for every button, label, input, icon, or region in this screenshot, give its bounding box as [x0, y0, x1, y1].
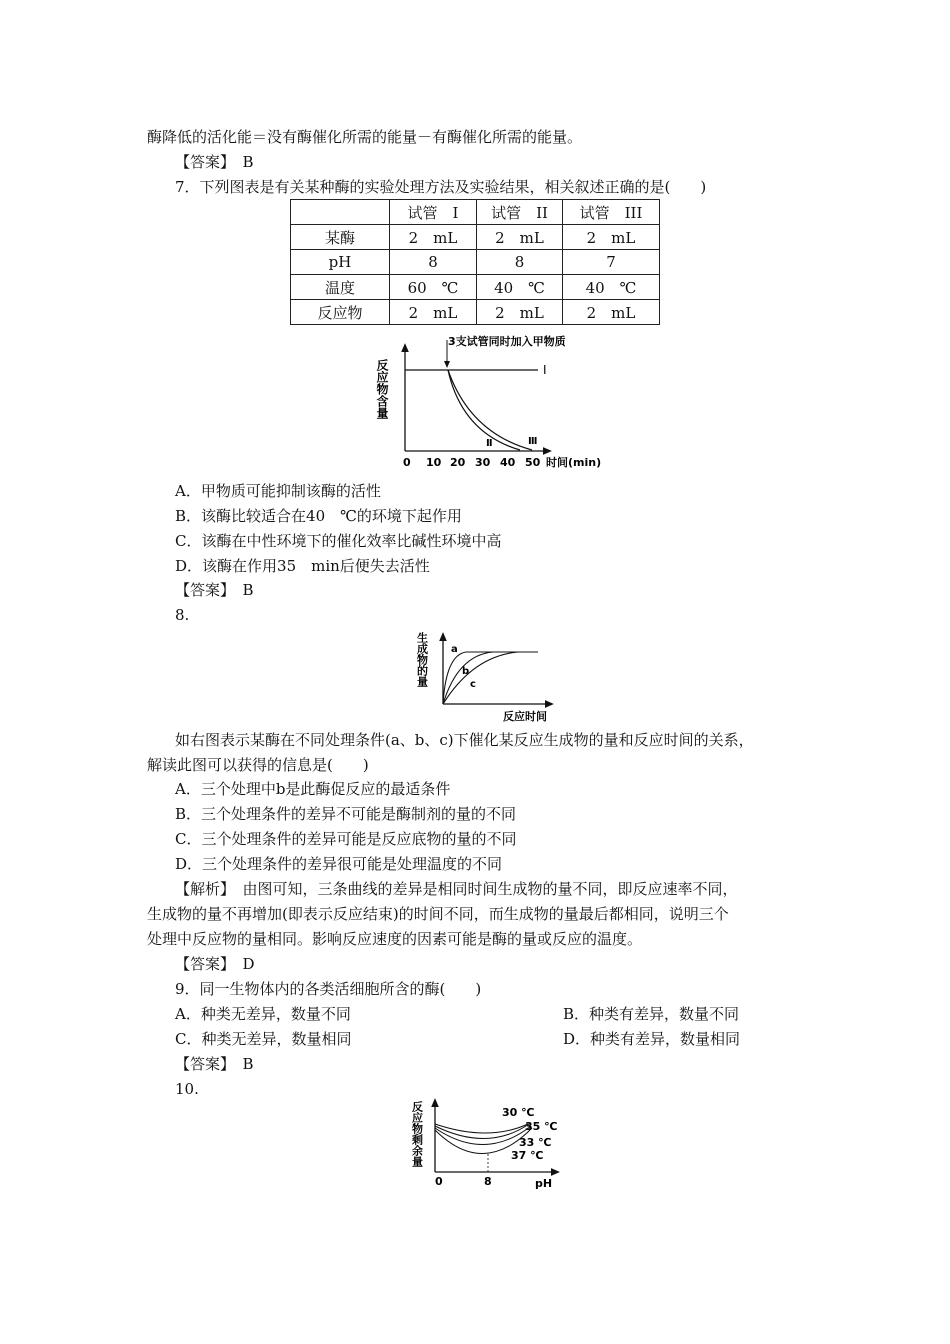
table-cell: 2 mL — [477, 225, 563, 250]
x-tick-label: 20 — [450, 456, 466, 469]
q7-stem: 7．下列图表是有关某种酶的实验处理方法及实验结果，相关叙述正确的是( ) — [175, 178, 707, 196]
q7-experiment-table — [290, 199, 660, 325]
q7-option-b: B．该酶比较适合在40 ℃的环境下起作用 — [175, 507, 462, 525]
q8-analysis-line3: 处理中反应物的量相同。影响反应速度的因素可能是酶的量或反应的温度。 — [147, 930, 643, 948]
series-label-c: c — [470, 679, 476, 690]
table-cell: 2 mL — [563, 300, 660, 325]
series-line-b — [443, 652, 493, 704]
q8-answer: 【答案】 D — [175, 955, 255, 973]
table-header-row — [291, 200, 660, 225]
y-axis-label: 反应物含量 — [375, 359, 389, 419]
series-label-I: I — [543, 363, 547, 377]
table-row — [291, 275, 660, 300]
series-label-30: 30 ℃ — [502, 1106, 535, 1119]
q8-option-a: A．三个处理中b是此酶促反应的最适条件 — [175, 780, 451, 798]
series-label-a: a — [451, 644, 458, 655]
x-tick-label: 10 — [426, 456, 442, 469]
x-tick-label: 40 — [500, 456, 516, 469]
q9-option-b: B．种类有差异，数量不同 — [563, 1005, 740, 1023]
q9-option-a: A．种类无差异，数量不同 — [175, 1005, 351, 1023]
series-line-a — [443, 652, 538, 704]
x-axis-label: 反应时间 — [503, 710, 547, 723]
table-cell: 7 — [563, 250, 660, 275]
q7-answer: 【答案】 B — [175, 581, 254, 599]
table-cell: 8 — [390, 250, 477, 275]
x-axis-label: 时间(min) — [546, 456, 602, 469]
series-label-33: 33 ℃ — [519, 1136, 552, 1149]
series-label-35: 35 ℃ — [525, 1120, 558, 1133]
table-cell: 反应物 — [291, 300, 390, 325]
q8-option-c: C．三个处理条件的差异可能是反应底物的量的不同 — [175, 830, 517, 848]
table-cell: 试管 I — [390, 200, 477, 225]
series-line-II — [448, 370, 520, 450]
table-row — [291, 300, 660, 325]
table-cell: 2 mL — [563, 225, 660, 250]
series-label-37: 37 ℃ — [511, 1149, 544, 1162]
y-axis-label: 反应物剩余量 — [410, 1101, 424, 1167]
series-label-III: Ⅲ — [528, 436, 538, 447]
q6-answer: 【答案】 B — [175, 153, 254, 171]
q8-option-b: B．三个处理条件的差异不可能是酶制剂的量的不同 — [175, 805, 517, 823]
q8-stem-line1: 如右图表示某酶在不同处理条件(a、b、c)下催化某反应生成物的量和反应时间的关系， — [175, 731, 754, 749]
x-tick-label: 8 — [484, 1175, 492, 1188]
q8-stem-line2: 解读此图可以获得的信息是( ) — [147, 756, 369, 774]
q8-chart — [415, 630, 568, 725]
q8-option-d: D．三个处理条件的差异很可能是处理温度的不同 — [175, 855, 503, 873]
x-tick-label: 50 — [525, 456, 541, 469]
x-tick-label: 0 — [435, 1175, 443, 1188]
x-tick-label: 30 — [475, 456, 491, 469]
table-cell: 8 — [477, 250, 563, 275]
q7-chart — [370, 333, 620, 475]
y-axis-label: 生成物的量 — [415, 632, 429, 687]
x-axis-label: pH — [535, 1177, 553, 1190]
table-cell: 温度 — [291, 275, 390, 300]
series-label-II: Ⅱ — [486, 438, 493, 449]
series-label-b: b — [462, 666, 470, 677]
table-cell: pH — [291, 250, 390, 275]
table-row — [291, 225, 660, 250]
table-cell: 2 mL — [390, 225, 477, 250]
q9-stem: 9．同一生物体内的各类活细胞所含的酶( ) — [175, 980, 482, 998]
table-cell: 60 ℃ — [390, 275, 477, 300]
table-cell: 2 mL — [390, 300, 477, 325]
table-cell: 40 ℃ — [477, 275, 563, 300]
intro-line: 酶降低的活化能＝没有酶催化所需的能量－有酶催化所需的能量。 — [147, 128, 583, 146]
table-cell: 2 mL — [477, 300, 563, 325]
table-cell: 40 ℃ — [563, 275, 660, 300]
chart-title: 3支试管同时加入甲物质 — [448, 335, 566, 348]
q8-analysis-line2: 生成物的量不再增加(即表示反应结束)的时间不同，而生成物的量最后都相同，说明三个 — [147, 905, 729, 923]
table-cell: 某酶 — [291, 225, 390, 250]
q10-number: 10. — [175, 1080, 199, 1098]
table-cell: 试管 III — [563, 200, 660, 225]
q8-number: 8. — [175, 606, 190, 624]
q7-option-d: D．该酶在作用35 min后便失去活性 — [175, 557, 430, 575]
q10-chart — [410, 1096, 578, 1191]
table-row — [291, 250, 660, 275]
q8-analysis-line1: 【解析】 由图可知，三条曲线的差异是相同时间生成物的量不同，即反应速率不同， — [175, 880, 738, 898]
q7-option-a: A．甲物质可能抑制该酶的活性 — [175, 482, 381, 500]
q9-answer: 【答案】 B — [175, 1055, 254, 1073]
table-cell — [291, 200, 390, 225]
q7-option-c: C．该酶在中性环境下的催化效率比碱性环境中高 — [175, 532, 502, 550]
q9-option-c: C．种类无差异，数量相同 — [175, 1030, 352, 1048]
x-tick-label: 0 — [403, 456, 411, 469]
table-cell: 试管 II — [477, 200, 563, 225]
q9-option-d: D．种类有差异，数量相同 — [563, 1030, 741, 1048]
